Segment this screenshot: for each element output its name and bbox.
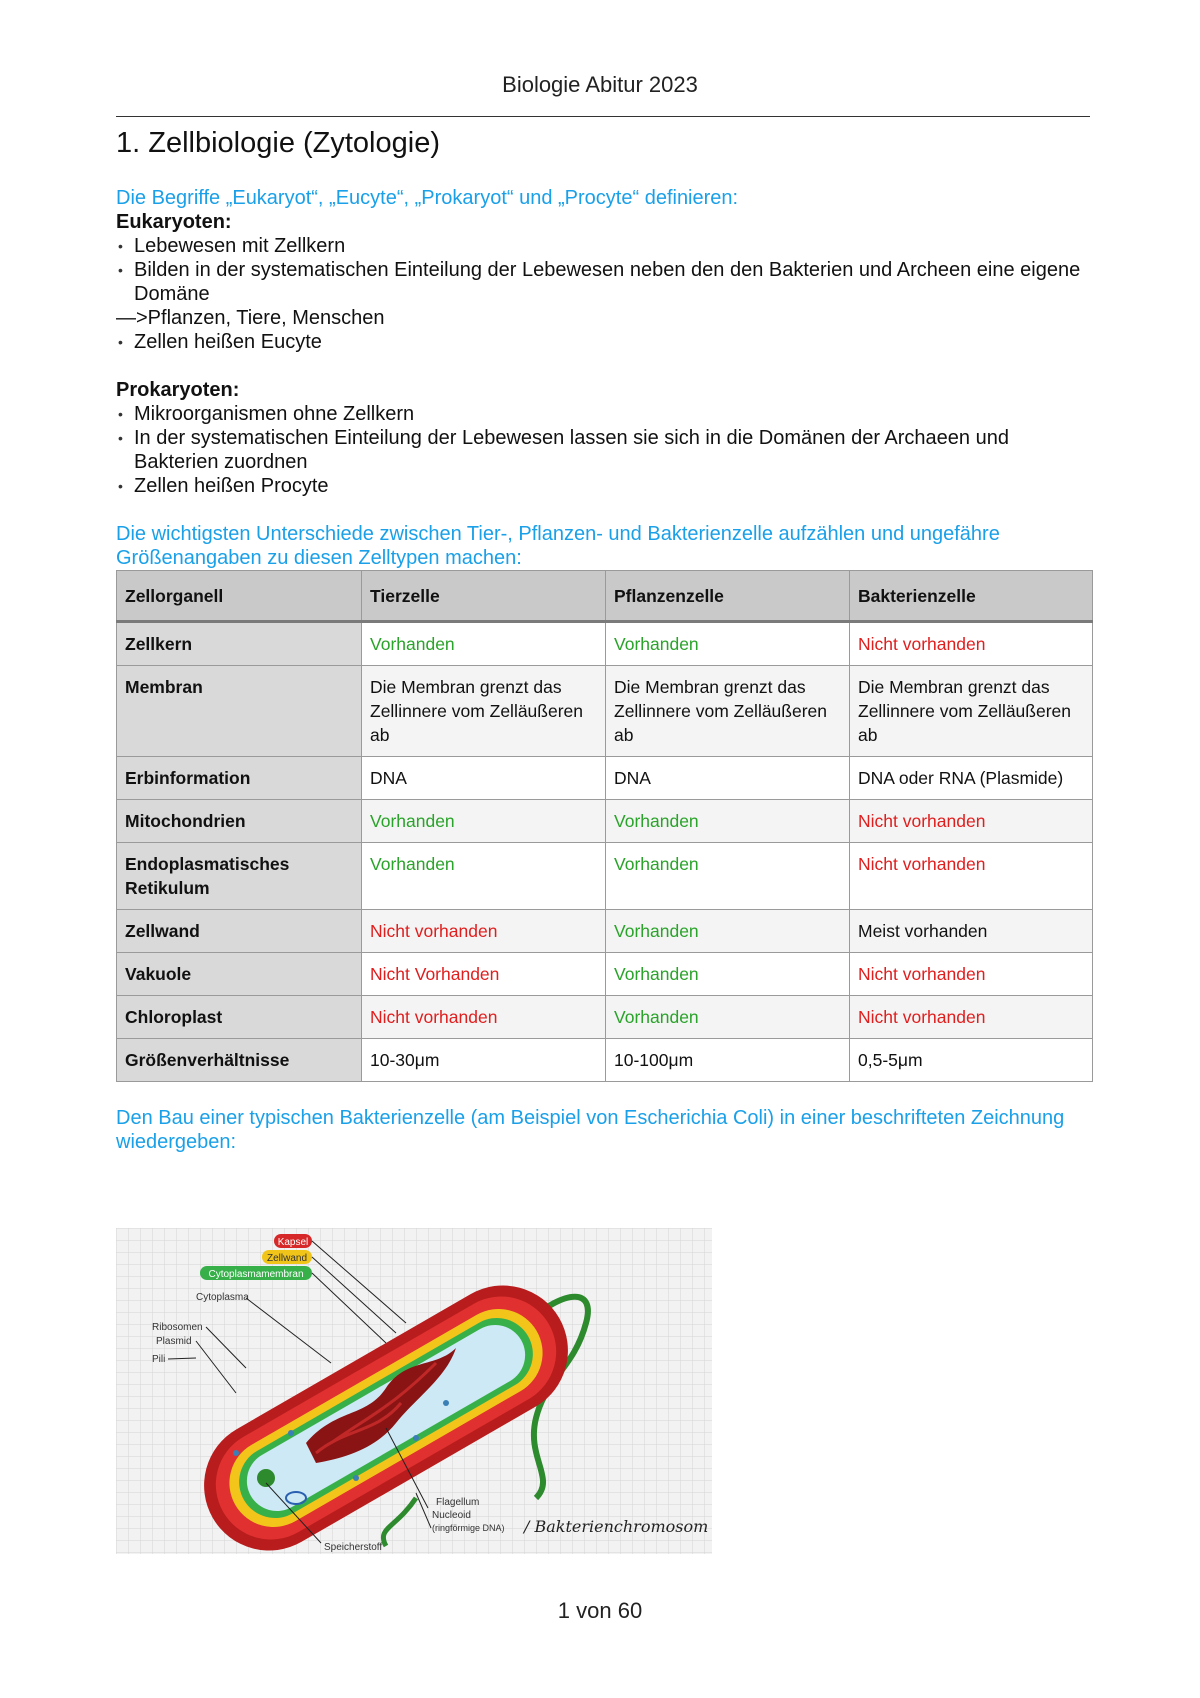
row-header-cell: Membran [117,666,362,757]
table-cell: Vorhanden [606,800,850,843]
table-cell: Vorhanden [362,843,606,910]
section3-prompt: Den Bau einer typischen Bakterienzelle (am Beispiel von Escherichia Coli) in einer beschrifteten Zeichnung wiedergeben: [116,1107,1065,1153]
table-cell: Vorhanden [606,996,850,1039]
label-ribosomen: Ribosomen [152,1322,203,1333]
eukaryoten-list-2 [116,330,1090,354]
list-item: • Bilden in der systematischen Einteilung der Lebewesen neben den den Bakterien und Archeen eine eigene Domäne [116,258,1090,306]
chapter-title: 1. Zellbiologie (Zytologie) [116,127,440,159]
column-header: Bakterienzelle [850,571,1093,622]
table-cell: Vorhanden [606,622,850,666]
ribosome-dot [288,1430,294,1436]
column-header: Tierzelle [362,571,606,622]
ribosome-dot [353,1475,359,1481]
row-header-cell: Zellkern [117,622,362,666]
ribosome-dot [443,1400,449,1406]
eukaryoten-heading: Eukaryoten: [116,211,232,233]
column-header: Zellorganell [117,571,362,622]
row-header-cell: Größenverhältnisse [117,1039,362,1082]
document-header: Biologie Abitur 2023 [502,72,698,97]
header-rule [116,116,1090,117]
table-row [117,622,1093,666]
page-number: 1 von 60 [557,1598,643,1623]
list-item: • Mikroorganismen ohne Zellkern [116,402,1090,426]
ribosome-dot [413,1435,419,1441]
table-cell: Nicht vorhanden [850,622,1093,666]
label-nucleoid-note: (ringförmige DNA) [432,1523,505,1533]
ribosome-dot [233,1450,239,1456]
row-header-cell: Chloroplast [117,996,362,1039]
table-cell: Nicht vorhanden [850,843,1093,910]
table-cell: DNA [606,757,850,800]
table-cell: Nicht vorhanden [850,953,1093,996]
table-row [117,996,1093,1039]
eukaryoten-list [116,234,1090,306]
eukaryoten-example: —>Pflanzen, Tiere, Menschen [116,307,385,329]
label-cytoplasmamembran: Cytoplasmamembran [208,1269,304,1280]
row-header-cell: Zellwand [117,910,362,953]
list-item: • Lebewesen mit Zellkern [116,234,1090,258]
table-cell: Nicht Vorhanden [362,953,606,996]
table-cell: Nicht vorhanden [850,996,1093,1039]
row-header-cell: Mitochondrien [117,800,362,843]
label-kapsel: Kapsel [277,1237,309,1248]
prokaryoten-heading: Prokaryoten: [116,379,240,401]
column-header: Pflanzenzelle [606,571,850,622]
label-nucleoid: Nucleoid [432,1510,471,1521]
table-cell: Vorhanden [362,800,606,843]
label-zellwand: Zellwand [266,1253,308,1264]
table-cell: Nicht vorhanden [362,910,606,953]
speicherstoff-granule [257,1469,275,1487]
section2-prompt: Die wichtigsten Unterschiede zwischen Tier-, Pflanzen- und Bakterienzelle aufzählen und ungefähre Größenangaben zu diesen Zelltypen machen: [116,523,1000,569]
row-header-cell: Vakuole [117,953,362,996]
table-body [117,622,1093,1082]
table-row [117,1039,1093,1082]
table-cell: Vorhanden [606,953,850,996]
table-row [117,666,1093,757]
table-row [117,843,1093,910]
table-cell: DNA [362,757,606,800]
table-cell: Die Membran grenzt das Zellinnere vom Zelläußeren ab [850,666,1093,757]
table-row [117,800,1093,843]
page-content [116,124,1090,1154]
table-cell: 10-100μm [606,1039,850,1082]
row-header-cell: Endoplasmatisches Retikulum [117,843,362,910]
table-cell: Meist vorhanden [850,910,1093,953]
table-cell: Die Membran grenzt das Zellinnere vom Zelläußeren ab [606,666,850,757]
label-pili: Pili [152,1354,166,1365]
table-cell: DNA oder RNA (Plasmide) [850,757,1093,800]
label-flagellum: Flagellum [436,1497,480,1508]
row-header-cell: Erbinformation [117,757,362,800]
table-cell: Vorhanden [606,910,850,953]
label-handwritten-chromosom: / Bakterienchromosom [524,1517,709,1536]
label-plasmid: Plasmid [156,1336,192,1347]
table-row [117,910,1093,953]
table-cell: Nicht vorhanden [850,800,1093,843]
list-item: • In der systematischen Einteilung der Lebewesen lassen sie sich in die Domänen der Archaeen und Bakterien zuordnen [116,426,1090,474]
list-item: • Zellen heißen Procyte [116,474,1090,498]
table-header-row [117,571,1093,622]
table-cell: Vorhanden [362,622,606,666]
table-cell: 0,5-5μm [850,1039,1093,1082]
label-speicherstoff: Speicherstoff [324,1542,383,1553]
table-cell: 10-30μm [362,1039,606,1082]
prokaryoten-list [116,402,1090,498]
cell-comparison-table [116,570,1093,1082]
list-item: • Zellen heißen Eucyte [116,330,1090,354]
bacterial-cell-diagram [116,1228,712,1554]
table-cell: Nicht vorhanden [362,996,606,1039]
table-row [117,953,1093,996]
table-row [117,757,1093,800]
label-cytoplasma: Cytoplasma [196,1292,249,1303]
table-cell: Die Membran grenzt das Zellinnere vom Zelläußeren ab [362,666,606,757]
section1-prompt: Die Begriffe „Eukaryot“, „Eucyte“, „Prokaryot“ und „Procyte“ definieren: [116,187,739,209]
table-cell: Vorhanden [606,843,850,910]
